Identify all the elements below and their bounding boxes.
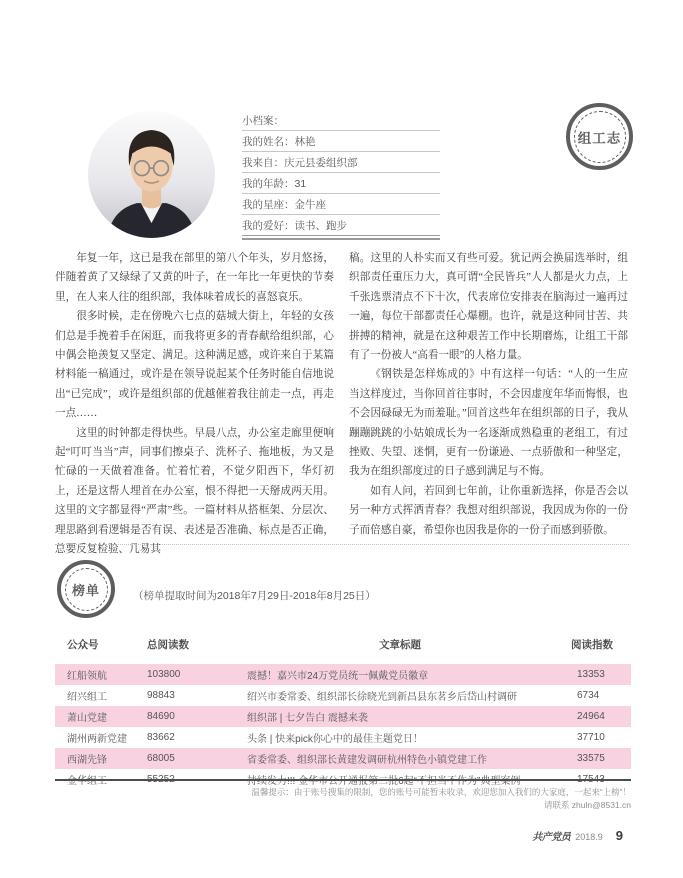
cell-index: 6734 — [577, 690, 600, 701]
col-header-title: 文章标题 — [379, 639, 421, 651]
table-row — [55, 685, 631, 706]
cell-account: 绍兴组工 — [67, 692, 107, 703]
cell-title: 持续发力!!! 金华市公开通报第二批6起“不担当不作为”典型案例 — [247, 776, 521, 787]
table-row — [55, 748, 631, 769]
page-number: 9 — [615, 828, 623, 843]
article-paragraph: 稿。这里的人朴实而又有些可爱。犹记两会换届选举时，组织部责任重压力大，真可谓“全民皆兵”人人都是火力点，上千张选票清点不下十次，代表席位安排表在脑海过一遍再过一遍，每位干部都责任心爆棚。也许，就是这种同甘苦、共拼搏的精神，就是在这种艰苦工作中长期磨炼，让组工干部有了一份被人“高看一眼”的人格力量。 — [349, 253, 628, 362]
cell-index: 24964 — [565, 706, 631, 727]
profile-field-row: 小档案： — [242, 110, 440, 131]
cell-title: 省委常委、组织部长黄建发调研杭州特色小镇党建工作 — [235, 748, 565, 769]
magazine-logo: 共产党员 — [532, 832, 571, 843]
cell-account: 红船领航 — [55, 664, 135, 685]
profile-field-row: 我的爱好：读书、跑步 — [242, 215, 440, 236]
cell-account: 萧山党建 — [55, 706, 135, 727]
article-column-left — [55, 249, 334, 560]
article-paragraph: 这里的时钟都走得快些。早晨八点，办公室走廊里便响起“叮叮当当”声，同事们擦桌子、洗杯子、拖地板，为又是忙碌的一天做着准备。忙着忙着，不觉夕阳西下，华灯初上，还是这帮人埋首在办公室，恨不得把一天掰成两天用。这里的文字都显得“严肃”些。一篇材料从搭框架、分层次、理思路到看逻辑是否有误、表述是否准确、标点是否正确，总要反复检验、几易其 — [55, 427, 334, 556]
col-header-account: 公众号 — [67, 639, 99, 651]
cell-account: 湖州两新党建 — [67, 734, 127, 745]
section-divider-dotted — [55, 544, 629, 545]
cell-index: 37710 — [577, 732, 605, 743]
cell-reads: 83662 — [147, 732, 175, 743]
article-paragraph: 《钢铁是怎样炼成的》中有这样一句话：“人的一生应当这样度过，当你回首往事时，不会因虚度年华而悔恨，也不会因碌碌无为而羞耻。”回首这些年在组织部的日子，我从蹦蹦跳跳的小姑娘成长为一名逐渐成熟稳重的老组工，有过挫败、失望、迷惘，更有一份谦逊、一点骄傲和一种坚定，我为在组织部度过的日子感到满足与不悔。 — [349, 369, 628, 478]
profile-card — [242, 110, 440, 240]
person-portrait-icon — [88, 111, 215, 238]
cell-reads: 68005 — [135, 748, 235, 769]
tip-line-2: 请联系 zhuln@8531.cn — [543, 800, 631, 810]
cell-index: 13353 — [565, 664, 631, 685]
profile-field-row: 我的姓名：林艳 — [242, 131, 440, 152]
cell-title: 组织部 | 七夕告白 震撼来袭 — [235, 706, 565, 727]
issue-label: 2018.9 — [575, 832, 603, 842]
cell-reads: 55252 — [147, 774, 175, 785]
cell-account: 金华组工 — [67, 776, 107, 787]
ranking-tips — [55, 786, 631, 812]
cell-title: 绍兴市委常委、组织部长徐晓光到新昌县东茗乡后岱山村调研 — [247, 692, 517, 703]
profile-field-row: 我来自：庆元县委组织部 — [242, 152, 440, 173]
ranking-stamp-label: 榜单 — [65, 568, 108, 611]
zugongzhi-stamp-label: 组工志 — [574, 111, 626, 163]
cell-reads: 84690 — [135, 706, 235, 727]
cell-account: 西湖先锋 — [55, 748, 135, 769]
cell-reads: 98843 — [147, 690, 175, 701]
article-paragraph: 很多时候，走在傍晚六七点的菇城大街上，年轻的女孩们总是手挽着手在闲逛，而我将更多的青春献给组织部，心中偶会艳羡复又坚定、满足。这种满足感，或许来自于某篇材料能一稿通过，或许是在领导说起某个任务时能自信地说出“已完成”，或许是组织部的优越催着我往前走一点，再走一点…… — [55, 311, 334, 420]
col-header-index: 阅读指数 — [571, 639, 613, 651]
section-divider-solid — [55, 779, 631, 781]
profile-field-row: 我的年龄：31 — [242, 173, 440, 194]
profile-field-row: 我的星座：金牛座 — [242, 194, 440, 215]
cell-index: 17543 — [577, 774, 605, 785]
tip-line-1: 温馨提示：由于账号搜集的限制，您的账号可能暂未收录，欢迎您加入我们的大家庭，一起来“上榜”！ — [251, 787, 631, 797]
ranking-caption: （榜单提取时间为2018年7月29日-2018年8月25日） — [133, 590, 376, 602]
page-footer — [532, 828, 623, 843]
ranking-table-header-row — [55, 637, 631, 664]
article-column-right — [349, 249, 628, 560]
table-row — [55, 664, 631, 685]
ranking-stamp-icon — [57, 560, 115, 618]
article-body — [55, 249, 628, 560]
cell-title: 头条 | 快来pick你心中的最佳主题党日！ — [247, 734, 423, 745]
table-row — [55, 727, 631, 748]
col-header-reads: 总阅读数 — [147, 639, 189, 651]
cell-index: 33575 — [565, 748, 631, 769]
profile-photo — [88, 111, 215, 238]
cell-title: 震撼！嘉兴市24万党员统一佩戴党员徽章 — [235, 664, 565, 685]
zugongzhi-stamp-icon — [566, 103, 633, 170]
ranking-table — [55, 637, 631, 790]
article-paragraph: 年复一年，这已是我在部里的第八个年头，岁月悠扬，伴随着黄了又绿绿了又黄的叶子，在一年比一年更快的节奏里，在人来人往的组织部，我体味着成长的喜怒哀乐。 — [55, 253, 334, 303]
table-row — [55, 706, 631, 727]
article-paragraph: 如有人问，若回到七年前，让你重新选择，你是否会以另一种方式挥洒青春？我想对组织部说，我因成为你的一份子而倍感自豪，希望你也因我是你的一份子而感到骄傲。 — [349, 485, 628, 536]
cell-reads: 103800 — [135, 664, 235, 685]
